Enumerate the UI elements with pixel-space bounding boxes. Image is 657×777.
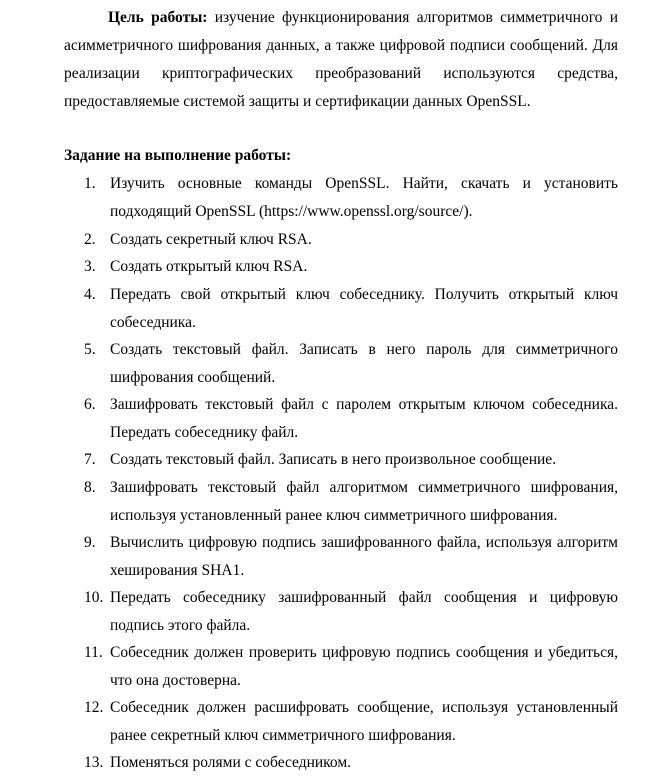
task-number: 10. bbox=[84, 589, 104, 606]
task-item bbox=[64, 749, 618, 776]
task-text: Передать свой открытый ключ собеседнику. Получить открытый ключ собеседника. bbox=[110, 286, 618, 331]
task-number: 8. bbox=[84, 479, 96, 496]
task-number: 7. bbox=[84, 451, 96, 468]
task-text: Собеседник должен проверить цифровую подпись сообщения и убедиться, что она достоверна. bbox=[110, 644, 618, 689]
intro-text: изучение функционирования алгоритмов симметричного и асимметричного шифрования данных, а также цифровой подписи сообщений. Для реализации криптографических преобразований используются средства, предоставляемые системой защиты и сертификации данных OpenSSL. bbox=[64, 9, 618, 110]
task-number: 4. bbox=[84, 286, 96, 303]
task-number: 11. bbox=[84, 644, 103, 661]
task-text: Создать открытый ключ RSA. bbox=[110, 258, 308, 275]
task-item bbox=[64, 446, 618, 473]
task-text: Создать текстовый файл. Записать в него произвольное сообщение. bbox=[110, 451, 557, 468]
task-number: 9. bbox=[84, 534, 96, 551]
task-number: 6. bbox=[84, 396, 96, 413]
task-number: 5. bbox=[84, 341, 96, 358]
task-item bbox=[64, 281, 618, 336]
task-text: Собеседник должен расшифровать сообщение, используя установленный ранее секретный ключ симметричного шифрования. bbox=[110, 699, 618, 744]
task-number: 1. bbox=[84, 175, 96, 192]
task-item bbox=[64, 529, 618, 584]
intro-paragraph bbox=[64, 4, 618, 116]
task-item bbox=[64, 170, 618, 224]
task-item bbox=[64, 584, 618, 639]
task-item bbox=[64, 391, 618, 446]
task-text: Зашифровать текстовый файл алгоритмом симметричного шифрования, используя установленный ранее ключ симметричного шифрования. bbox=[110, 479, 618, 524]
task-item bbox=[64, 694, 618, 749]
task-item bbox=[64, 474, 618, 529]
task-heading: Задание на выполнение работы: bbox=[64, 147, 292, 164]
task-item bbox=[64, 226, 618, 253]
task-text: Создать секретный ключ RSA. bbox=[110, 231, 312, 248]
task-text: Изучить основные команды OpenSSL. Найти, скачать и установить подходящий OpenSSL (https://www.openssl.org/source/). bbox=[110, 175, 618, 220]
task-list bbox=[64, 170, 618, 776]
task-item bbox=[64, 639, 618, 694]
task-item bbox=[64, 253, 618, 280]
task-number: 2. bbox=[84, 231, 96, 248]
task-text: Передать собеседнику зашифрованный файл сообщения и цифровую подпись этого файла. bbox=[110, 589, 618, 634]
task-number: 3. bbox=[84, 258, 96, 275]
task-text: Создать текстовый файл. Записать в него пароль для симметричного шифрования сообщений. bbox=[110, 341, 618, 386]
task-text: Зашифровать текстовый файл с паролем открытым ключом собеседника. Передать собеседнику файл. bbox=[110, 396, 618, 441]
task-item bbox=[64, 336, 618, 391]
task-text: Вычислить цифровую подпись зашифрованного файла, используя алгоритм хеширования SHA1. bbox=[110, 534, 618, 579]
task-number: 12. bbox=[84, 699, 104, 716]
intro-label: Цель работы: bbox=[108, 9, 208, 26]
task-number: 13. bbox=[84, 754, 104, 771]
task-text: Поменяться ролями с собеседником. bbox=[110, 754, 352, 771]
